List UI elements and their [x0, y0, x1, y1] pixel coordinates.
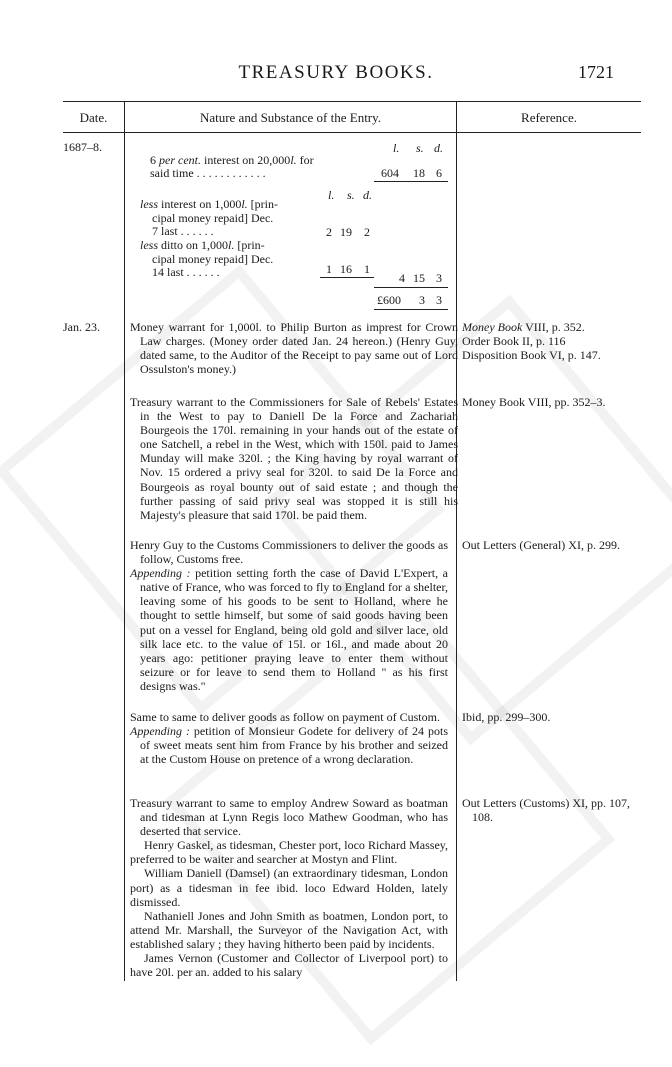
- entry-date: Jan. 23.: [63, 320, 100, 334]
- less1-s: 19: [340, 225, 352, 239]
- entry-text-2: Treasury warrant to the Commissioners for Sale of Rebels' Estates in the West to pay to Daniell De la Force and Zachariah Bourgeois the 170l. remaining in your hands out of the estate of one Satchell, a rebel in the West, which with 150l. paid to James Munday will make 320l. ; the King having by royal warrant of Nov. 15 ordered a privy seal for 320l. to said De la Force and Bourgeois as royal bounty out of said estate ; and though the further passing of said privy seal was stopped it is still his Majesty's pleasure that said 170l. be paid them.: [130, 395, 458, 522]
- lsd2-header-l: l.: [328, 188, 335, 202]
- entry-text-5: Treasury warrant to same to employ Andrew Soward as boatman and tidesman at Lynn Regis loco Mathew Goodman, who has deserted that service. Henry Gaskel, as tidesman, Chester port, loco Richard Massey, preferred to be waiter and searcher at Mostyn and Flint. William Daniell (Damsel) (an extraordinary tidesman, London port) as a tidesman in fee ibid. loco Edward Holden, lately dismissed. Nathaniell Jones and John Smith as boatmen, London port, to attend Mr. Marshall, the Surveyor of the Navigation Act, with established salary ; they having hitherto been paid by incidents. James Vernon (Customer and Collector of Liverpool port) to have 20l. per an. added to his salary: [130, 796, 448, 980]
- less2-s: 16: [340, 262, 352, 276]
- less2-d: 1: [364, 262, 370, 276]
- lsd2-header-s: s.: [347, 188, 355, 202]
- grand-s: 3: [419, 293, 425, 307]
- less2-l: 1: [326, 262, 332, 276]
- calc-line-1: 6 per cent. interest on 20,000l. for: [150, 153, 314, 167]
- less-ditto-item: less ditto on 1,000l. [prin- cipal money repaid] Dec. 14 last . . . . . .: [140, 238, 274, 279]
- less-interest-item: less interest on 1,000l. [prin- cipal money repaid] Dec. 7 last . . . . . .: [140, 197, 278, 238]
- total1-d: 6: [436, 166, 442, 180]
- less1-l: 2: [326, 225, 332, 239]
- column-header-date: Date.: [79, 110, 108, 125]
- entry-year: 1687–8.: [63, 140, 102, 154]
- lsd2-header-d: d.: [363, 188, 372, 202]
- lsd-header-l: l.: [393, 141, 400, 155]
- table-top-rule: [63, 101, 641, 102]
- entry-refs-1: Money Book VIII, p. 352. Order Book II, p. 116 Disposition Book VI, p. 147.: [462, 320, 601, 363]
- calc-rule-4: [374, 309, 448, 310]
- less1-d: 2: [364, 225, 370, 239]
- entry-refs-2: Money Book VIII, pp. 352–3.: [462, 395, 606, 409]
- entry-refs-4: Ibid, pp. 299–300.: [462, 710, 551, 724]
- entry-refs-5: Out Letters (Customs) XI, pp. 107, 108.: [462, 796, 630, 825]
- column-header-reference: Reference.: [521, 110, 577, 125]
- sub-s: 15: [413, 271, 425, 285]
- column-divider-date: [124, 101, 125, 981]
- table-header-rule: [63, 132, 641, 133]
- grand-l: £600: [377, 293, 401, 307]
- calc-line-2: said time . . . . . . . . . . . .: [150, 166, 266, 180]
- column-header-nature: Nature and Substance of the Entry.: [199, 110, 382, 125]
- grand-d: 3: [436, 293, 442, 307]
- sub-l: 4: [399, 271, 405, 285]
- calc-rule-1: [374, 181, 448, 182]
- calc-rule-3: [374, 287, 448, 288]
- lsd-header-d: d.: [434, 141, 443, 155]
- total1-s: 18: [413, 166, 425, 180]
- entry-text-3: Henry Guy to the Customs Commissioners to deliver the goods as follow, Customs free. Appending : petition setting forth the case of David L'Expert, a native of France, who was forced to fly to England for a shelter, leaving some of his goods to be sent to Holland, where he thought to settle himself, but some of said goods having been put on a vessel for England, being old gold and silver lace, old silk lace etc. to the value of 15l. or 16l., and made about 20 years ago: petitioner praying leave to enter them without seizure or for leave to send them to Holland " as his first designs was.": [130, 538, 448, 693]
- total1-l: 604: [381, 166, 399, 180]
- entry-text-4: Same to same to deliver goods as follow on payment of Custom. Appending : petition of Monsieur Godete for delivery of 24 pots of sweet meats sent him from France by his brother and seized at the Custom House on pretence of a wrong declaration.: [130, 710, 448, 767]
- calc-rule-2: [320, 277, 374, 278]
- lsd-header-s: s.: [416, 141, 424, 155]
- column-divider-reference: [456, 101, 457, 981]
- sub-d: 3: [436, 271, 442, 285]
- entry-text-1: Money warrant for 1,000l. to Philip Burton as imprest for Crown Law charges. (Money order dated Jan. 24 hereon.) (Henry Guy, dated same, to the Auditor of the Receipt to pay same out of Lord Ossulston's money.): [130, 320, 458, 377]
- entry-refs-3: Out Letters (General) XI, p. 299.: [462, 538, 620, 552]
- page-number: 1721: [578, 62, 614, 82]
- page-title: TREASURY BOOKS.: [238, 62, 434, 83]
